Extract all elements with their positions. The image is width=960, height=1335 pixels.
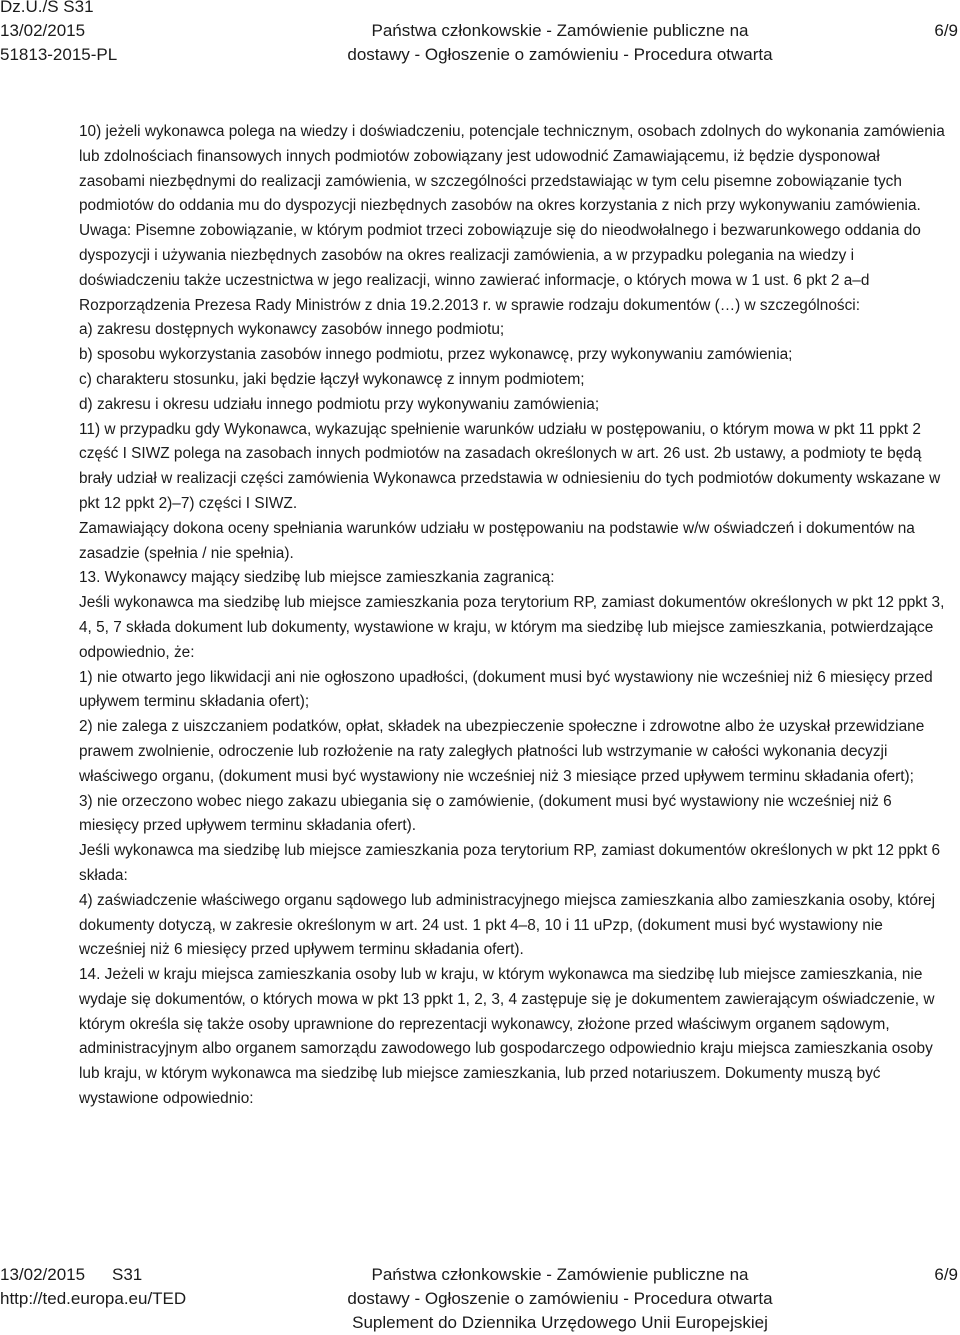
notice-number: 51813-2015-PL [0, 45, 118, 64]
paragraph-b: b) sposobu wykorzystania zasobów innego podmiotu, przez wykonawcę, przy wykonywaniu zamówienia; [79, 346, 793, 364]
header-reference [0, 0, 240, 67]
footer-title-line-2: dostawy - Ogłoszenie o zamówieniu - Procedura otwarta [347, 1289, 773, 1308]
header-title-line-2: dostawy - Ogłoszenie o zamówieniu - Procedura otwarta [347, 45, 773, 64]
paragraph-a: a) zakresu dostępnych wykonawcy zasobów innego podmiotu; [79, 321, 505, 339]
header-page-number: 6/9 [934, 21, 958, 40]
paragraph-c: c) charakteru stosunku, jaki będzie łączył wykonawcę z innym podmiotem; [79, 370, 585, 388]
footer-date: 13/02/2015 [0, 1265, 86, 1284]
paragraph-d: d) zakresu i okresu udziału innego podmiotu przy wykonywaniu zamówienia; [79, 395, 600, 413]
paragraph-item-1: 1) nie otwarto jego likwidacji ani nie ogłoszono upadłości, (dokument musi być wystawiony nie wcześniej niż 6 miesięcy przed upływem terminu składania ofert); [79, 668, 933, 711]
paragraph-assessment: Zamawiający dokona oceny spełniania warunków udziału w postępowaniu na podstawie w/w oświadczeń i dokumentów na zasadzie (spełnia / nie spełnia). [79, 519, 915, 562]
footer-title [280, 1263, 840, 1335]
paragraph-10: 10) jeżeli wykonawca polega na wiedzy i doświadczeniu, potencjale technicznym, osobach zdolnych do wykonania zamówienia lub zdolnościach finansowych innych podmiotów zobowiązany jest udowodnić Zamawiającemu, iż będzie dysponował zasobami niezbędnymi do realizacji zamówienia, w szczególności przedstawiając w tym celu pisemne zobowiązanie tych podmiotów do oddania mu do dyspozycji niezbędnych zasobów na okres korzystania z nich przy wykonywaniu zamówienia. [79, 123, 945, 215]
paragraph-uwaga: Uwaga: Pisemne zobowiązanie, w którym podmiot trzeci zobowiązuje się do nieodwołalnego i bezwarunkowego oddania do dyspozycji i używania niezbędnych zasobów na okres realizacji zamówienia, a w przypadku polegania na wiedzy i doświadczeniu także uczestnictwa w jego realizacji, winno zawierać informacje, o których mowa w 1 ust. 6 pkt 2 a–d Rozporządzenia Prezesa Rady Ministrów z dnia 19.2.2013 r. w sprawie rodzaju dokumentów (…) w szczególności: [79, 222, 921, 314]
paragraph-11: 11) w przypadku gdy Wykonawca, wykazując spełnienie warunków udziału w postępowaniu, o którym mowa w pkt 11 ppkt 2 część I SIWZ polega na zasobach innych podmiotów na zasadach określonych w art. 26 ust. 2b ustawy, a podmioty te będą brały udział w realizacji części zamówienia Wykonawca przedstawia w odniesieniu do tych podmiotów dokumenty wskazane w pkt 12 ppkt 2)–7) części I SIWZ. [79, 420, 941, 512]
footer-reference [0, 1263, 186, 1311]
paragraph-foreign-1: Jeśli wykonawca ma siedzibę lub miejsce zamieszkania poza terytorium RP, zamiast dokumentów określonych w pkt 12 ppkt 3, 4, 5, 7 składa dokument lub dokumenty, wystawione w kraju, w którym ma siedzibę lub miejsce zamieszkania, potwierdzające odpowiednio, że: [79, 594, 945, 661]
paragraph-item-2: 2) nie zalega z uiszczaniem podatków, opłat, składek na ubezpieczenie społeczne i zdrowotne albo że uzyskał przewidziane prawem zwolnienie, odroczenie lub rozłożenie na raty zaległych płatności lub wstrzymanie w całości wykonania decyzji właściwego organu, (dokument musi być wystawiony nie wcześniej niż 3 miesiące przed upływem terminu składania ofert); [79, 718, 925, 785]
footer-url: http://ted.europa.eu/TED [0, 1289, 187, 1308]
footer-title-line-3: Suplement do Dziennika Urzędowego Unii Europejskiej [352, 1313, 768, 1332]
paragraph-14: 14. Jeżeli w kraju miejsca zamieszkania osoby lub w kraju, w którym wykonawca ma siedzibę lub miejsce zamieszkania, nie wydaje się dokumentów, o których mowa w pkt 13 ppkt 1, 2, 3, 4 zastępuje się je dokumentem zawierającym oświadczenie, w którym określa się także osoby uprawnione do reprezentacji wykonawcy, złożone przed właściwym organem sądowym, administracyjnym albo organem samorządu zawodowego lub gospodarczego odpowiednio kraju miejsca zamieszkania osoby lub kraju, w którym wykonawca ma siedzibę lub miejsce zamieszkania, lub przed notariuszem. Dokumenty muszą być wystawione odpowiednio: [79, 966, 935, 1108]
paragraph-item-4: 4) zaświadczenie właściwego organu sądowego lub administracyjnego miejsca zamieszkania albo zamieszkania osoby, której dokumenty dotyczą, w zakresie określonym w art. 24 ust. 1 pkt 4–8, 10 i 11 uPzp, (dokument musi być wystawiony nie wcześniej niż 6 miesięcy przed upływem terminu składania ofert). [79, 891, 936, 959]
header-title-line-1: Państwa członkowskie - Zamówienie publiczne na [371, 21, 749, 40]
paragraph-foreign-2: Jeśli wykonawca ma siedzibę lub miejsce zamieszkania poza terytorium RP, zamiast dokumentów określonych w pkt 12 ppkt 6 składa: [79, 842, 941, 884]
paragraph-item-3: 3) nie orzeczono wobec niego zakazu ubiegania się o zamówienie, (dokument musi być wystawiony nie wcześniej niż 6 miesięcy przed upływem terminu składania ofert). [79, 792, 892, 835]
footer-page-number: 6/9 [934, 1265, 958, 1284]
publication-date: 13/02/2015 [0, 21, 86, 40]
paragraph-13: 13. Wykonawcy mający siedzibę lub miejsce zamieszkania zagranicą: [79, 569, 555, 587]
header-title [280, 19, 840, 67]
footer-title-line-1: Państwa członkowskie - Zamówienie publiczne na [371, 1265, 749, 1284]
journal-reference: Dz.U./S S31 [0, 0, 94, 16]
footer-series: S31 [112, 1265, 143, 1284]
document-body [79, 120, 947, 1112]
